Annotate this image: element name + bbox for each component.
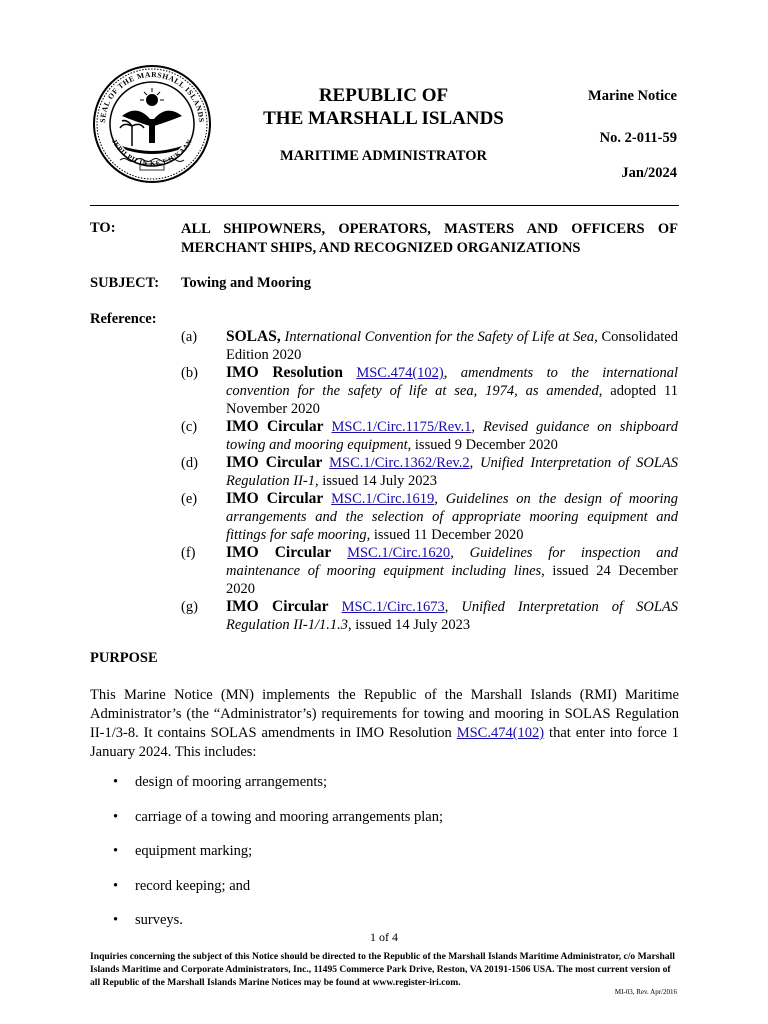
reference-title: Revised guidance on shipboard towing and mooring equipment: [226, 419, 679, 453]
reference-kind: IMO Circular: [226, 598, 329, 615]
notice-type: Marine Notice: [588, 88, 677, 104]
reference-item: (b) IMO Resolution MSC.474(102), amendments to the international convention for the safety of life at sea, 1974, as amended, adopted 11 November 2020: [181, 364, 678, 417]
list-item: [113, 912, 443, 929]
reference-kind: IMO Circular: [226, 544, 332, 561]
notice-date: Jan/2024: [621, 165, 677, 181]
svg-text:SEAL OF THE MARSHALL ISLANDS: SEAL OF THE MARSHALL ISLANDS: [97, 69, 207, 124]
subject-label: SUBJECT:: [90, 275, 160, 291]
reference-tag: (e): [181, 491, 198, 507]
bullet-text: design of mooring arrangements;: [135, 774, 328, 790]
revision-label: MI-03, Rev. Apr/2016: [614, 988, 677, 996]
reference-tag: (d): [181, 455, 198, 471]
list-item: [113, 809, 443, 826]
bullet-icon: •: [113, 808, 119, 825]
bullet-text: equipment marking;: [135, 843, 253, 859]
reference-item: (g) IMO Circular MSC.1/Circ.1673, Unified Interpretation of SOLAS Regulation II-1/1.1.3, issued 14 July 2023: [181, 598, 678, 633]
list-item: [113, 774, 443, 791]
bullet-icon: •: [113, 774, 119, 790]
title-line-2: THE MARSHALL ISLANDS: [263, 108, 504, 129]
title-line-1: REPUBLIC OF: [318, 85, 449, 106]
reference-tag: (f): [181, 545, 196, 561]
reference-item: (f) IMO Circular MSC.1/Circ.1620, Guidelines for inspection and maintenance of mooring equipment including lines, issued 24 December 2020: [181, 544, 679, 597]
reference-tag: (b): [181, 365, 198, 381]
purpose-text-end: that enter into force 1 January 2024. This includes:: [90, 725, 680, 760]
bullet-text: surveys.: [135, 912, 183, 928]
reference-link-circ1362[interactable]: MSC.1/Circ.1362/Rev.2: [329, 455, 470, 471]
reference-label: Reference:: [90, 311, 157, 327]
footer-inquiry: Inquiries concerning the subject of this Notice should be directed to the Republic of the Marshall Islands Maritime Administrator, c/o Marshall Islands Maritime and Corporate Administrators, Inc., 11495 Commerce Park Drive, Reston, VA 20191-1506 USA. The most current version of all Republic of the Marshall Islands Marine Notices may be found at www.register-iri.com.: [90, 951, 675, 988]
reference-kind: IMO Resolution: [226, 364, 343, 381]
marshall-islands-seal-icon: [92, 64, 212, 184]
reference-tail: , issued 24 December 2020: [226, 563, 678, 597]
reference-tag: (c): [181, 419, 198, 435]
reference-tail: , issued 11 December 2020: [366, 527, 524, 543]
reference-tail: Consolidated Edition 2020: [226, 329, 678, 363]
page-number: 1 of 4: [370, 930, 398, 944]
reference-kind: IMO Circular: [226, 418, 324, 435]
subject-text: Towing and Mooring: [181, 275, 311, 291]
bullet-icon: •: [113, 843, 119, 859]
bullet-text: carriage of a towing and mooring arrangements plan;: [135, 808, 444, 825]
header-divider: [90, 205, 679, 206]
notice-number: No. 2-011-59: [599, 130, 677, 146]
reference-kind: SOLAS,: [226, 328, 281, 345]
reference-link-msc474[interactable]: MSC.474(102): [356, 365, 444, 381]
list-item: [113, 843, 443, 860]
reference-item: (d) IMO Circular MSC.1/Circ.1362/Rev.2, Unified Interpretation of SOLAS Regulation II-1, issued 14 July 2023: [181, 454, 678, 489]
reference-list: [181, 328, 678, 634]
subtitle: MARITIME ADMINISTRATOR: [280, 148, 487, 164]
bullet-text: record keeping; and: [135, 877, 251, 894]
reference-tag: (g): [181, 599, 198, 615]
purpose-text-start: This Marine Notice (MN) implements the Republic of the Marshall Islands (RMI) Maritime Administrator’s (the “Administrator’s) requirements for towing and mooring in SOLAS Regulation II-1/3-8. It contains SOLAS amendments in IMO Resolution: [90, 687, 679, 741]
reference-title: amendments to the international convention for the safety of life at sea, 1974, as amended: [226, 365, 678, 399]
purpose-bullet-list: [113, 774, 443, 947]
bullet-icon: •: [113, 877, 119, 894]
purpose-heading: PURPOSE: [90, 650, 158, 666]
reference-tail: , issued 14 July 2023: [348, 617, 471, 633]
reference-item: [181, 328, 678, 364]
page-title: [256, 84, 511, 130]
reference-tail: , adopted 11 November 2020: [226, 383, 678, 417]
reference-title: Unified Interpretation of SOLAS Regulation II-1/1.1.3: [226, 599, 678, 633]
reference-link-circ1620[interactable]: MSC.1/Circ.1620: [347, 545, 451, 561]
reference-kind: IMO Circular: [226, 454, 323, 471]
to-label: TO:: [90, 220, 116, 236]
list-item: [113, 878, 443, 895]
reference-link-circ1673[interactable]: MSC.1/Circ.1673: [341, 599, 445, 615]
reference-tag: (a): [181, 329, 198, 345]
reference-title: Guidelines on the design of mooring arrangements and the selection of appropriate mooring equipment and fittings for safe mooring: [226, 491, 679, 543]
purpose-paragraph: [90, 686, 679, 762]
reference-kind: IMO Circular: [226, 490, 324, 507]
reference-title: Guidelines for inspection and maintenance of mooring equipment including lines: [226, 545, 679, 579]
reference-link-circ1175[interactable]: MSC.1/Circ.1175/Rev.1: [331, 419, 472, 435]
reference-tail: , issued 9 December 2020: [407, 437, 558, 453]
reference-link-circ1619[interactable]: MSC.1/Circ.1619: [331, 491, 435, 507]
reference-item: (e) IMO Circular MSC.1/Circ.1619, Guidelines on the design of mooring arrangements and the selection of appropriate mooring equipment and fittings for safe mooring, issued 11 December 2020: [181, 490, 679, 543]
purpose-link-msc474[interactable]: MSC.474(102): [456, 725, 545, 741]
reference-title: Unified Interpretation of SOLAS Regulation II-1: [226, 455, 678, 489]
to-text: ALL SHIPOWNERS, OPERATORS, MASTERS AND OFFICERS OF MERCHANT SHIPS, AND RECOGNIZED ORGANIZATIONS: [181, 221, 678, 256]
reference-title: International Convention for the Safety of Life at Sea,: [284, 329, 598, 345]
bullet-icon: •: [113, 912, 119, 928]
reference-item: (c) IMO Circular MSC.1/Circ.1175/Rev.1, Revised guidance on shipboard towing and mooring equipment, issued 9 December 2020: [181, 418, 679, 453]
reference-tail: , issued 14 July 2023: [315, 473, 438, 489]
svg-text:JEPILPILIN KE EJUKAAN: JEPILPILIN KE EJUKAAN: [109, 137, 195, 168]
